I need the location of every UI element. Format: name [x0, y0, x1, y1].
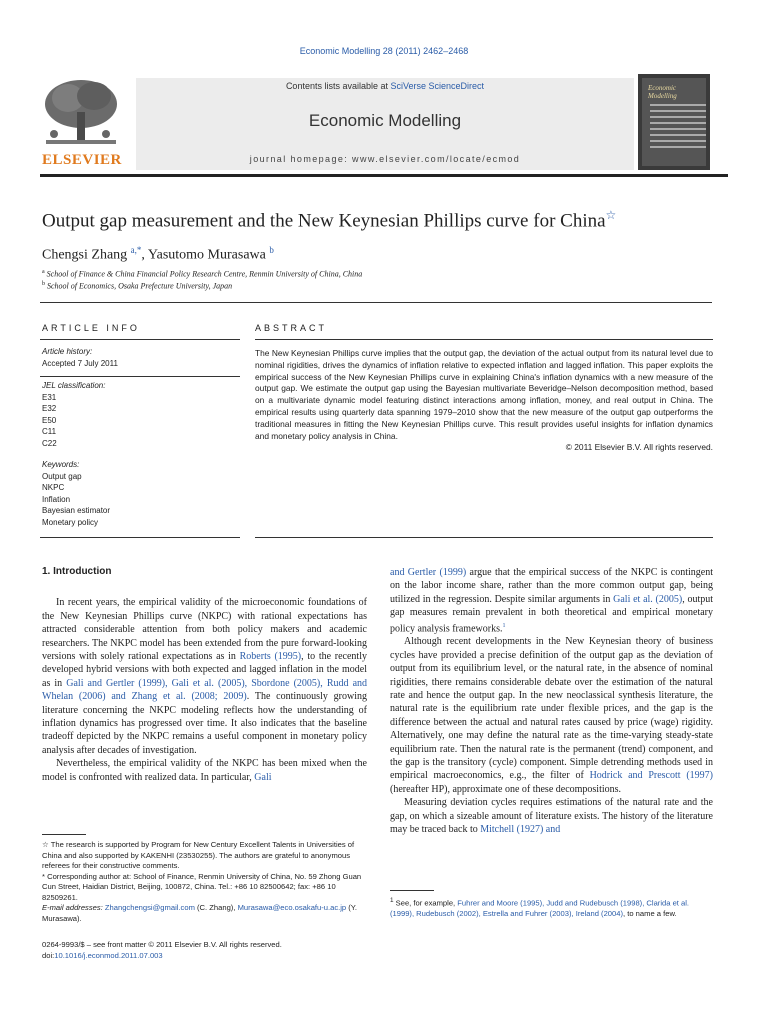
article-history	[42, 346, 118, 369]
text-run: , to name a few.	[623, 909, 677, 919]
email-link[interactable]: Zhangchengsi@gmail.com	[104, 903, 195, 912]
journal-masthead	[40, 74, 728, 174]
footnote-number: 1	[390, 897, 394, 904]
affiliation-b	[42, 281, 232, 291]
keyword: NKPC	[42, 483, 65, 492]
keyword: Bayesian estimator	[42, 506, 111, 515]
cover-title: Economic Modelling	[648, 84, 677, 100]
contents-prefix: Contents lists available at	[285, 81, 391, 91]
affiliation-b-mark: b	[42, 281, 45, 287]
sciencedirect-link[interactable]: SciVerse ScienceDirect	[390, 81, 485, 91]
jel-code: C22	[42, 438, 57, 448]
article-title	[42, 208, 616, 232]
author-separator: ,	[141, 247, 148, 263]
email-label: E-mail addresses:	[42, 903, 105, 912]
journal-title: Economic Modelling	[308, 111, 462, 130]
article-info-rule	[40, 339, 240, 340]
abstract-heading: ABSTRACT	[255, 323, 328, 333]
author-list	[42, 245, 274, 264]
affiliation-a	[42, 269, 362, 279]
publication-info	[42, 940, 367, 961]
text-run: Measuring deviation cycles requires estimations of the natural rate and the gap, on which a sizeable amount of literature exists. The history of the literature may be traced back to	[390, 797, 713, 836]
jel-classification	[42, 380, 105, 449]
abstract	[255, 348, 713, 454]
jel-label: JEL classification:	[42, 381, 106, 390]
text-run: Corresponding author at: School of Finance, Renmin University of China, No. 59 Zhong Guan Cun Street, Haidian District, Beijing, 100872, China. Tel.: +86 10 82500642; fax: +86 10 82509261.	[42, 871, 362, 902]
footnote-symbol: ☆	[42, 840, 49, 849]
jel-code: C11	[42, 427, 57, 436]
journal-reference[interactable]: Economic Modelling 28 (2011) 2462–2468	[299, 46, 469, 56]
text-run: (C. Zhang),	[194, 903, 236, 912]
history-value: Accepted 7 July 2011	[42, 358, 118, 368]
cover-panel	[642, 78, 706, 166]
jel-code: E31	[42, 392, 57, 402]
doi-label: doi:	[42, 950, 55, 960]
email-link[interactable]: Murasawa@eco.osakafu-u.ac.jp	[237, 903, 347, 912]
author-1: Chengsi Zhang	[42, 247, 128, 263]
copyright-notice: © 2011 Elsevier B.V. All rights reserved.	[565, 442, 713, 453]
history-rule	[40, 376, 240, 377]
keyword: Inflation	[42, 494, 71, 504]
abstract-bottom-rule	[255, 537, 713, 538]
text-run: (Y. Murasawa).	[42, 903, 357, 923]
text-run: Although recent developments in the New Keynesian theory of business cycles have provided a precise definition of the output gap as the deviation of output from its equilibrium level, or the natural rate, in the absence of nominal rigidities, there remains considerable debate over the estimation of the natural rate and hence the output gap. In the new neoclassical synthesis literature, the natural rate is the equilibrium rate under flexible prices, and the gap is the difference between the actual and natural rates caused by price (wage) rigidity. Alternatively, one may define the natural rate as the time-varying steady-state equilibrium rate. Then the natural rate is the permanent (trend) component, and the gap is the transitory (cycle) component. Simple detrending methods used in empirical macroeconomics, e.g., the filter of	[390, 636, 713, 782]
section-heading-introduction: 1. Introduction	[42, 566, 112, 577]
issn-line: 0264-9993/$ – see front matter © 2011 Elsevier B.V. All rights reserved.	[42, 940, 282, 949]
citation-link[interactable]: Roberts (1995)	[239, 651, 302, 663]
author-2: Yasutomo Murasawa	[147, 247, 266, 263]
text-run: See, for example,	[395, 898, 458, 908]
paragraph	[390, 796, 713, 836]
text-run: argue that the empirical success of the NKPC is contingent on the labor income share, rather than the more common output gap, being utilized in the regression. Despite similar arguments in	[390, 567, 713, 605]
footnote-1	[390, 896, 713, 920]
paragraph	[390, 635, 713, 796]
citation-link[interactable]: and Gertler (1999)	[390, 567, 467, 578]
text-run: The research is supported by Program for New Century Excellent Talents in Universities of China and also supported by KAKENHI (23530255). The authors are grateful to anonymous referees for their constructive comments.	[42, 840, 355, 870]
citation-link[interactable]: Gali and Gertler (1999), Gali et al. (2005), Sbordone (2005), Rudd and Whelan (2006) and Zhang et al. (2008; 2009)	[42, 677, 368, 703]
paragraph-continued	[390, 566, 713, 635]
jel-code: E50	[42, 415, 57, 425]
intro-paragraph-1	[42, 596, 367, 757]
author-2-affiliation[interactable]: b	[269, 245, 274, 255]
right-column	[390, 566, 713, 836]
history-label: Article history:	[42, 347, 93, 356]
abstract-text: The New Keynesian Phillips curve implies that the output gap, the deviation of the actual output from its natural level due to nominal rigidities, drives the dynamics of inflation relative to expected inflation and lagged inflation. This paper exploits the empirical success of the New Keynesian Phillips curve in explaining China's inflation dynamics with a new measure of the output gap. We estimate the output gap using the Bayesian multivariate Beveridge–Nelson decomposition method, based on a multivariate dynamic model featuring distinct interactions among inflation, money, and real output in China. The empirical results using quarterly data spanning 1979–2010 show that the new measure of the output gap outperforms the traditional measures in fitting the New Keynesian Phillips curve. This result provides useful insights for inflation dynamics and monetary policy analysis in China.	[255, 348, 713, 441]
text-run: , to the recently developed hybrid versions with both expected and lagged inflation in the model as in	[42, 651, 367, 689]
keyword: Monetary policy	[42, 517, 99, 527]
author-1-affiliation[interactable]: a,*	[130, 245, 142, 255]
contents-line	[136, 81, 634, 91]
text-run: , output gap measures remain prevalent in both theoretical and empirical monetary policy analysis frameworks.	[390, 593, 714, 634]
keywords-rule	[40, 537, 240, 538]
funding-footnote	[42, 840, 367, 872]
footnote-rule	[390, 890, 434, 891]
footnote-rule	[42, 834, 86, 835]
affiliation-a-text: School of Finance & China Financial Policy Research Centre, Renmin University of China, China	[46, 269, 363, 279]
text-run: . The continuously growing literature concerning the NKPC modeling reflects how the understanding of inflation dynamics has progressed over time. It also indicates that the baseline tradeoff depicted by the NKPC remains a useful component in monetary policy analysis after decades of investigation.	[42, 691, 367, 756]
journal-cover-thumbnail[interactable]	[638, 74, 710, 170]
text-run: (hereafter HP), approximate one of these decompositions.	[390, 783, 622, 795]
keyword: Output gap	[42, 471, 82, 481]
intro-paragraph-2	[42, 757, 367, 784]
left-column	[42, 565, 367, 784]
cover-decoration	[650, 104, 706, 152]
affiliation-b-text: School of Economics, Osaka Prefecture University, Japan	[47, 281, 233, 291]
publisher-name: ELSEVIER	[42, 152, 122, 168]
article-title-text: Output gap measurement and the New Keynesian Phillips curve for China	[42, 210, 606, 232]
journal-banner	[136, 78, 634, 170]
title-footnote-mark[interactable]: ☆	[605, 208, 617, 222]
citation-link[interactable]: Fuhrer and Moore (1995), Judd and Rudebusch (1998), Clarida et al. (1999), Rudebusch (2002), Estrella and Fuhrer (2003), Ireland (2004)	[390, 898, 690, 919]
elsevier-tree-icon	[40, 74, 122, 152]
citation-link[interactable]: Gali et al. (2005)	[613, 593, 683, 605]
abstract-rule	[255, 339, 713, 340]
keywords-label: Keywords:	[42, 460, 80, 469]
header-rule	[40, 174, 728, 177]
footnote-symbol: *	[42, 871, 45, 881]
affiliation-a-mark: a	[42, 269, 45, 275]
corresponding-author-footnote	[42, 872, 367, 904]
article-info-heading: ARTICLE INFO	[42, 323, 140, 333]
title-rule	[40, 302, 712, 303]
doi-line	[42, 951, 367, 962]
jel-code: E32	[42, 404, 57, 413]
email-footnote	[42, 903, 367, 924]
footnote-mark[interactable]: 1	[502, 622, 506, 629]
elsevier-logo[interactable]	[40, 74, 122, 170]
text-run: Nevertheless, the empirical validity of the NKPC has been mixed when the model is confronted with realized data. In particular,	[42, 758, 367, 783]
keywords	[42, 459, 110, 528]
citation-link[interactable]: Mitchell (1927) and	[480, 824, 561, 836]
journal-homepage[interactable]: journal homepage: www.elsevier.com/locate/ecmod	[249, 154, 521, 164]
text-run: In recent years, the empirical validity of the microeconomic foundations of the New Keynesian Phillips curve (NKPC) with rational expectations has attracted considerable attention from both policy makers and academic researchers. The NKPC model has been extended from the pure forward-looking versions with solely rational expectations as in	[42, 597, 367, 663]
footnote-1-text	[390, 896, 713, 920]
footnotes-left	[42, 840, 367, 924]
doi-link[interactable]: 10.1016/j.econmod.2011.07.003	[54, 950, 163, 960]
citation-link[interactable]: Gali	[254, 771, 272, 783]
citation-link[interactable]: Hodrick and Prescott (1997)	[589, 770, 713, 782]
